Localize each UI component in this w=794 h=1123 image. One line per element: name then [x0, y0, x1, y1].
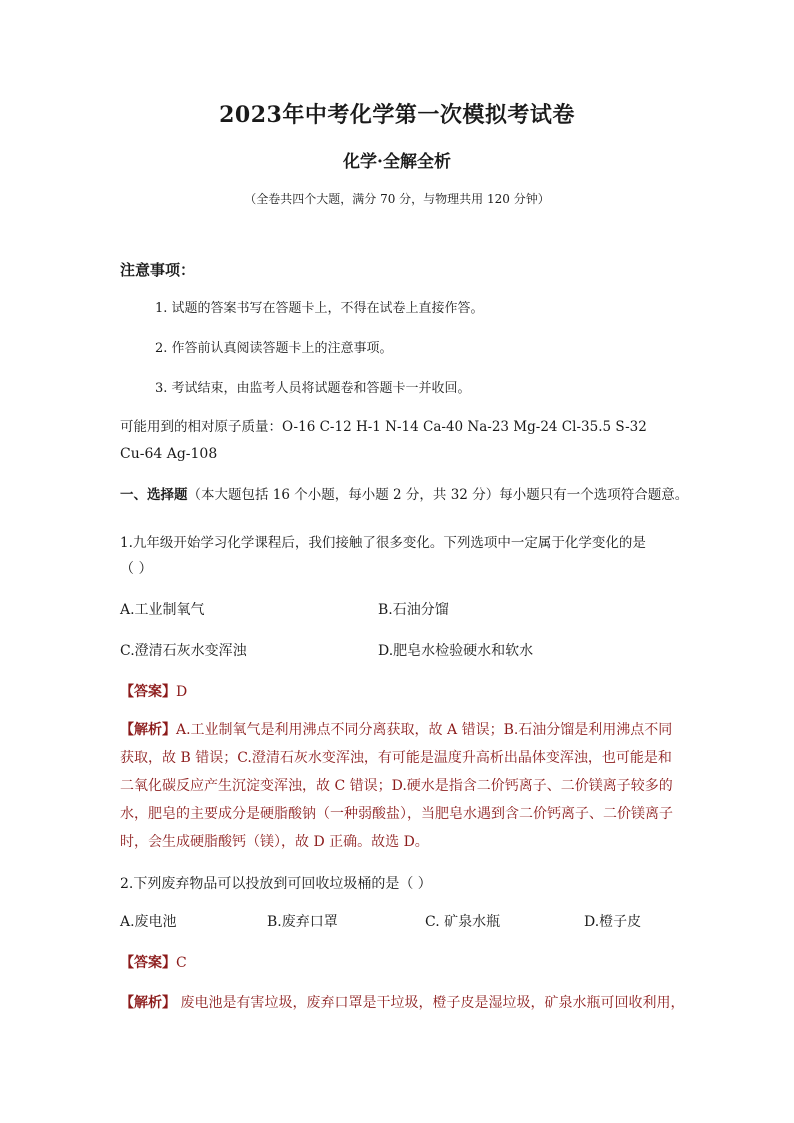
q1-analysis-line-3: 二氧化碳反应产生沉淀变浑浊，故 C 错误；D.硬水是指含二价钙离子、二价镁离子较多的 [120, 778, 673, 794]
q1-analysis-line-5: 时，会生成硬脂酸钙（镁），故 D 正确。故选 D。 [120, 834, 429, 850]
notice-item-2: 2. 作答前认真阅读答题卡上的注意事项。 [155, 341, 393, 356]
q2-answer-value: C [176, 955, 187, 971]
notice-heading: 注意事项： [120, 261, 196, 279]
q1-stem-line-1: 1.九年级开始学习化学课程后，我们接触了很多变化。下列选项中一定属于化学变化的是 [120, 535, 646, 551]
q2-option-d: D.橙子皮 [584, 914, 642, 930]
q2-option-c: C. 矿泉水瓶 [425, 914, 501, 930]
q1-stem-line-2: （ ） [120, 561, 153, 577]
q1-options-row-1 [120, 599, 690, 619]
atomic-mass-line-2: Cu-64 Ag-108 [120, 446, 218, 462]
q1-analysis-line-1 [120, 716, 680, 744]
q1-analysis-line-2: 获取，故 B 错误；C.澄清石灰水变浑浊，有可能是温度升高析出晶体变浑浊，也可能是和 [120, 750, 672, 766]
notice-item-1: 1. 试题的答案书写在答题卡上，不得在试卷上直接作答。 [155, 301, 484, 316]
q2-options-row [120, 911, 690, 931]
exam-note: （全卷共四个大题，满分 70 分，与物理共用 120 分钟） [244, 192, 550, 206]
q2-analysis-line-1 [120, 989, 690, 1017]
q2-analysis [120, 989, 690, 1017]
section-1-header [120, 481, 720, 510]
q1-option-d: D.肥皂水检验硬水和软水 [378, 643, 534, 659]
q1-analysis [120, 716, 680, 856]
section-1-label: 一、选择题 [120, 487, 188, 503]
q2-analysis-text-1: 废电池是有害垃圾，废弃口罩是干垃圾，橙子皮是湿垃圾，矿泉水瓶可回收利用， [176, 995, 685, 1011]
q2-analysis-label: 【解析】 [120, 995, 176, 1011]
q1-answer-value: D [176, 684, 188, 700]
q2-answer [120, 952, 187, 972]
q1-option-c: C.澄清石灰水变浑浊 [120, 643, 247, 659]
q1-analysis-label: 【解析】 [120, 722, 176, 738]
notice-item-3: 3. 考试结束，由监考人员将试题卷和答题卡一并收回。 [155, 381, 471, 396]
q1-answer [120, 681, 187, 701]
q1-answer-label: 【答案】 [120, 684, 176, 700]
q1-analysis-text-1: A.工业制氧气是利用沸点不同分离获取，故 A 错误；B.石油分馏是利用沸点不同 [176, 722, 673, 738]
q1-option-b: B.石油分馏 [378, 602, 449, 618]
atomic-mass-line-1: 可能用到的相对原子质量：O-16 C-12 H-1 N-14 Ca-40 Na-23 Mg-24 Cl-35.5 S-32 [120, 419, 647, 435]
q2-option-b: B.废弃口罩 [267, 914, 338, 930]
q2-option-a: A.废电池 [120, 914, 177, 930]
page-title: 2023年中考化学第一次模拟考试卷 [219, 102, 575, 128]
q1-options-row-2 [120, 640, 690, 660]
q1-analysis-line-4: 水，肥皂的主要成分是硬脂酸钠（一种弱酸盐），当肥皂水遇到含二价钙离子、二价镁离子 [120, 806, 673, 822]
q1-option-a: A.工业制氧气 [120, 602, 205, 618]
section-1-desc: （本大题包括 16 个小题，每小题 2 分，共 32 分）每小题只有一个选项符合题意。 [187, 487, 689, 503]
page-subtitle: 化学·全解全析 [343, 152, 451, 172]
q2-stem: 2.下列废弃物品可以投放到可回收垃圾桶的是（ ） [120, 876, 432, 892]
q2-answer-label: 【答案】 [120, 955, 176, 971]
